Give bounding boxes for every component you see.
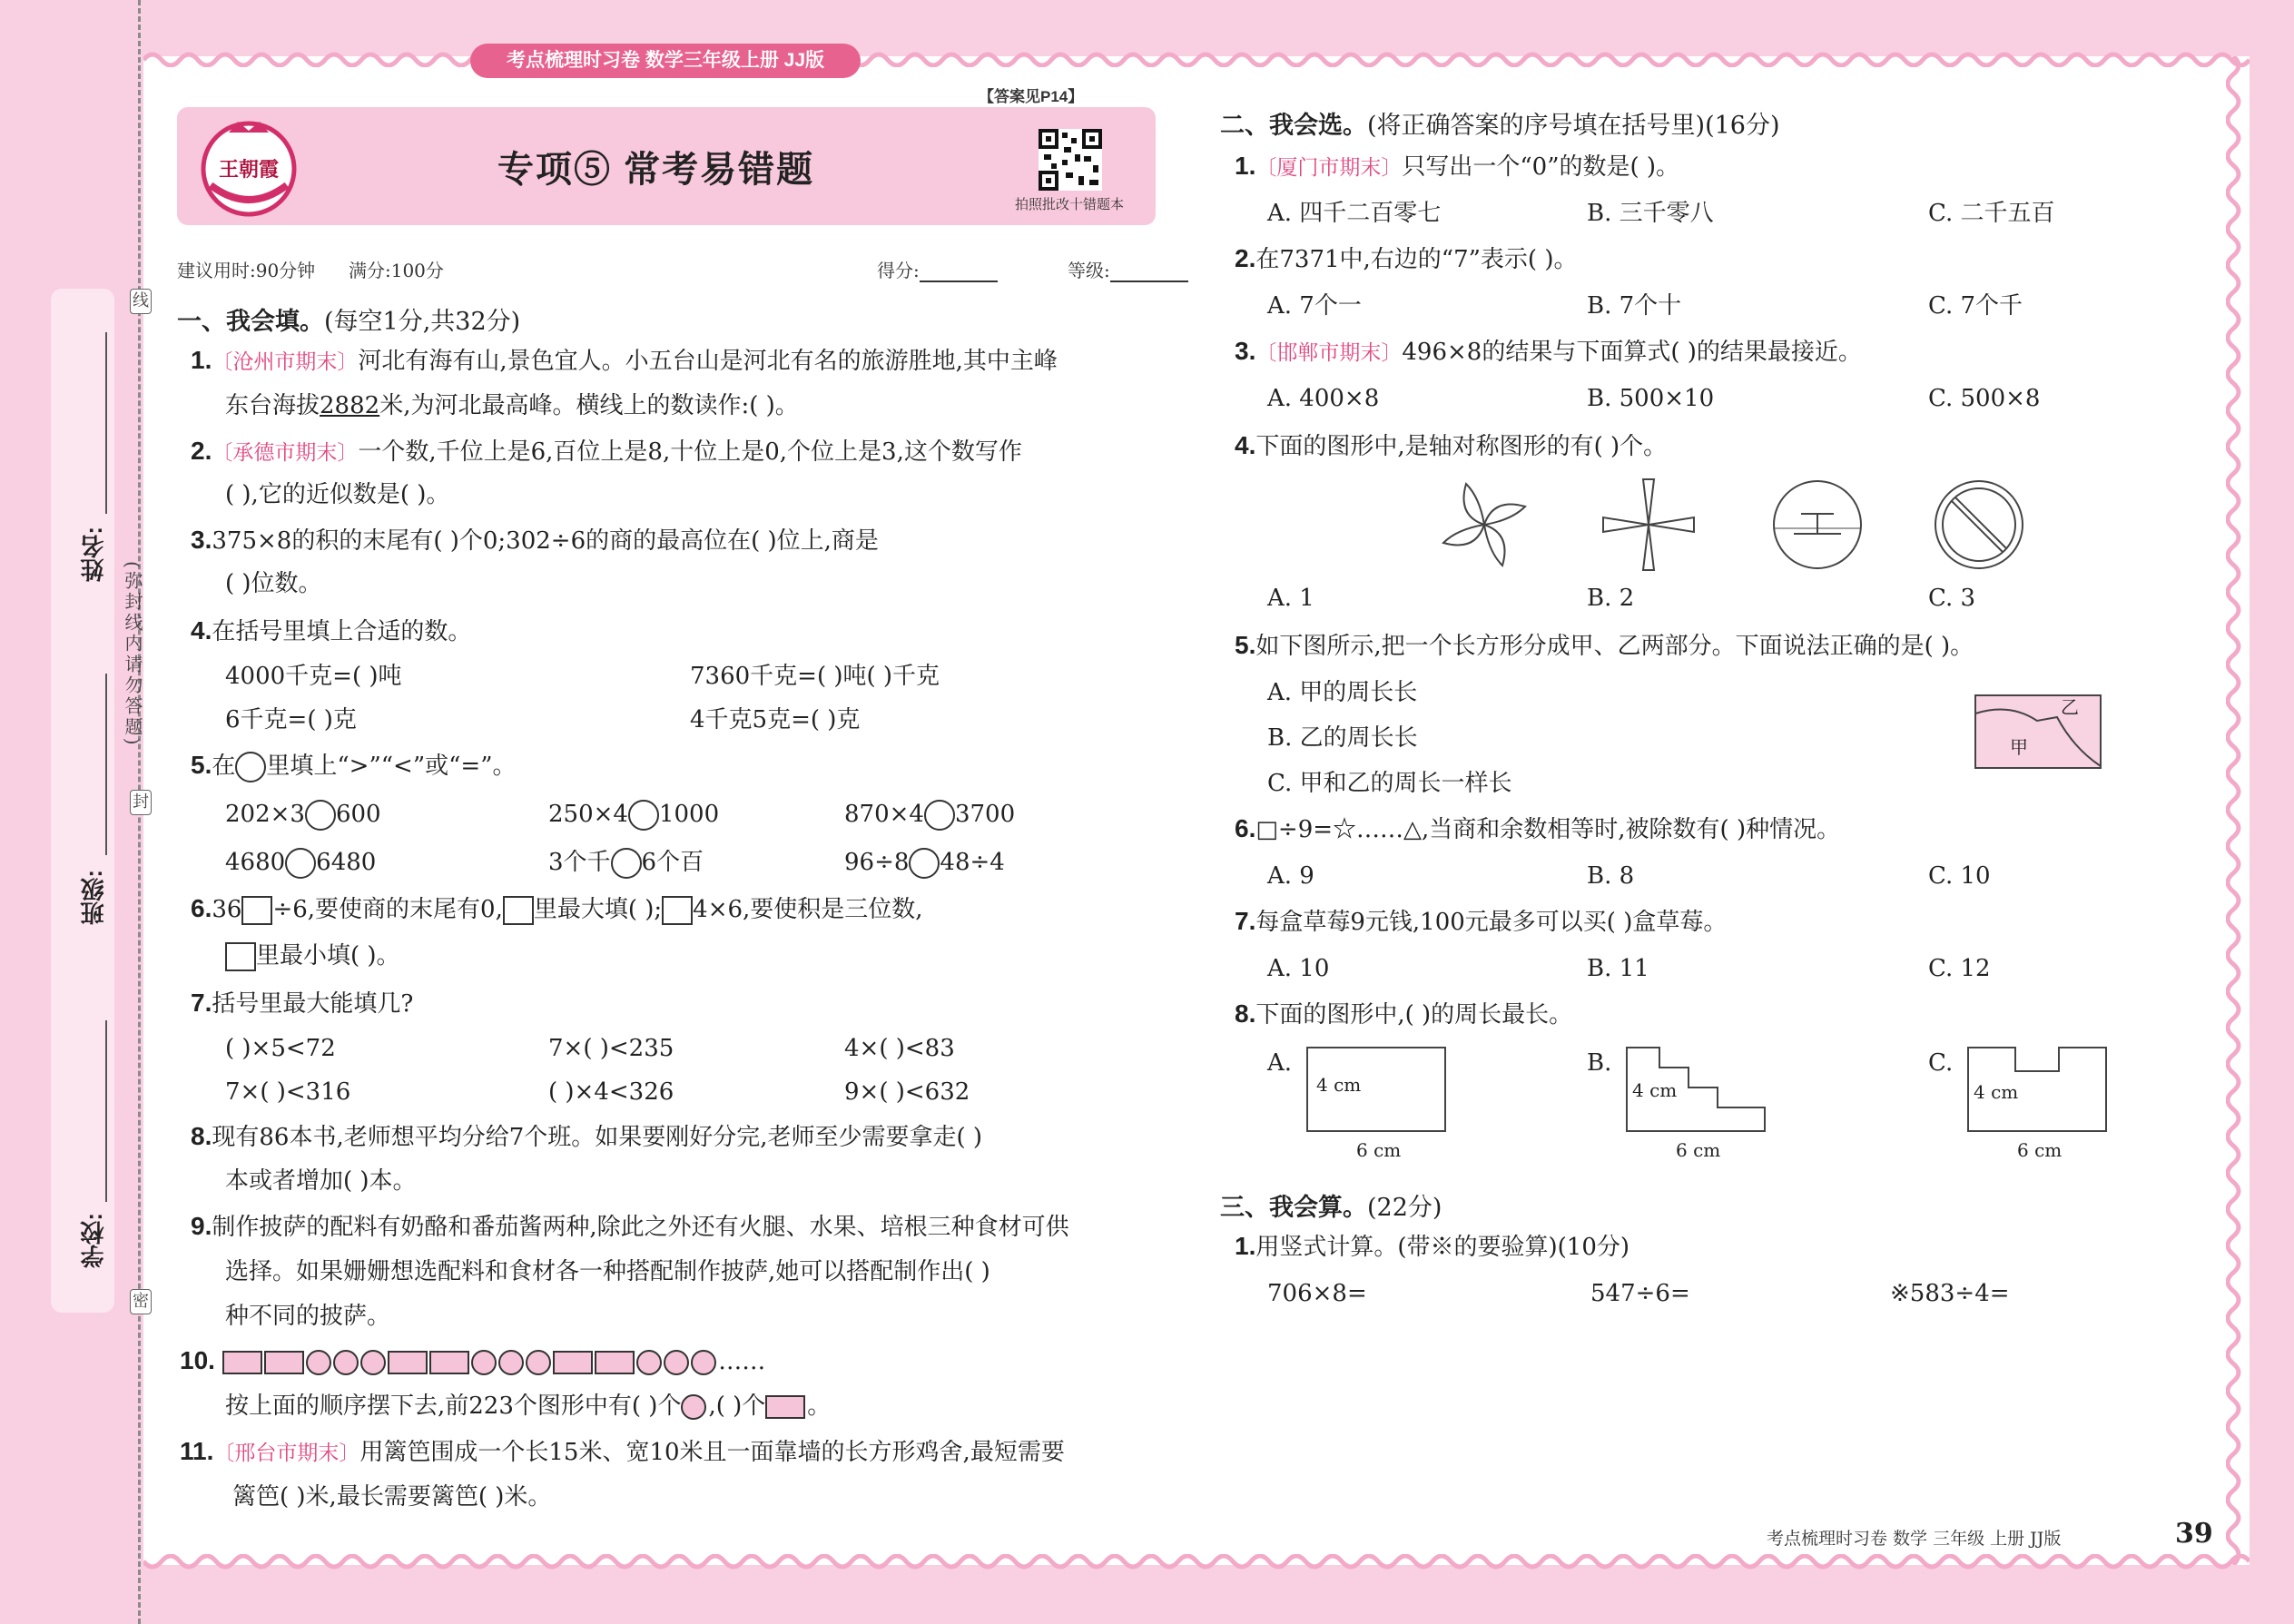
class-label: 班级: (80, 870, 107, 925)
c7-question[interactable]: 7.每盒草莓9元钱,100元最多可以买( )盒草莓。 (1235, 907, 1728, 936)
c3-option-a[interactable]: A. 400×8 (1267, 385, 1380, 412)
c8-question[interactable]: 8.下面的图形中,( )的周长最长。 (1235, 999, 1573, 1029)
q8-line2[interactable]: 本或者增加( )本。 (225, 1167, 417, 1195)
score-label: 得分: (877, 260, 920, 281)
circle-gong-figure (1774, 481, 1861, 568)
q5-line1: 5.在 里填上“>”“<”或“=”。 (191, 752, 516, 782)
pink-rectangle-icon (595, 1351, 635, 1374)
svg-text:4 cm: 4 cm (1632, 1079, 1678, 1101)
part-a-label: 甲 (2010, 736, 2028, 758)
d1-item-3[interactable]: ※583÷4= (1890, 1280, 2010, 1307)
section-3-heading: 三、我会算。(22分) (1220, 1194, 1442, 1222)
c5-option-a[interactable]: A. 甲的周长长 (1267, 679, 1418, 706)
c8-shape-c (1964, 1044, 2110, 1162)
section-2-heading: 二、我会选。(将正确答案的序号填在括号里)(16分) (1220, 112, 1780, 140)
pink-circle-icon (306, 1350, 331, 1375)
c2-question[interactable]: 2.在7371中,右边的“7”表示( )。 (1235, 244, 1578, 273)
name-field[interactable] (105, 332, 107, 514)
cut-mark-seal: 封 (130, 790, 152, 815)
q9-line1: 9.制作披萨的配料有奶酪和番茄酱两种,除此之外还有火腿、水果、培根三种食材可供 (191, 1212, 1069, 1241)
c6-option-b[interactable]: B. 8 (1587, 862, 1635, 890)
name-label: 姓名: (80, 527, 107, 582)
pink-circle-icon (333, 1350, 359, 1375)
svg-text:4 cm: 4 cm (1974, 1081, 2019, 1103)
svg-text:6 cm: 6 cm (2017, 1139, 2063, 1161)
q1-line1: 1.〔沧州市期末〕河北有海有山,景色宜人。小五台山是河北有名的旅游胜地,其中主峰 (191, 346, 1058, 375)
c4-option-c[interactable]: C. 3 (1928, 585, 1976, 612)
q7-line1: 7.括号里最大能填几? (191, 989, 414, 1018)
q10-line1: 10. …… (180, 1346, 766, 1375)
wavy-border-top (143, 44, 2250, 67)
pink-rectangle-icon (264, 1351, 304, 1374)
wavy-border-bottom (143, 1554, 2250, 1578)
c1-option-c[interactable]: C. 二千五百 (1928, 200, 2055, 227)
q4-item-a[interactable]: 4000千克=( )吨 (225, 663, 402, 690)
no-sign-figure (1935, 481, 2023, 568)
qr-caption: 拍照批改十错题本 (1015, 197, 1125, 212)
cut-mark-line: 线 (130, 289, 152, 314)
q2-line2[interactable]: ( ),它的近似数是( )。 (225, 481, 450, 508)
cross-figure (1603, 479, 1694, 570)
wavy-border-right (2226, 56, 2250, 1565)
page-title: 专项⑤ 常考易错题 (497, 150, 815, 190)
q4-line1: 4.在括号里填上合适的数。 (191, 616, 472, 645)
c5-option-b[interactable]: B. 乙的周长长 (1267, 724, 1418, 752)
d1-item-1[interactable]: 706×8= (1267, 1280, 1367, 1307)
q8-line1[interactable]: 8.现有86本书,老师想平均分给7个班。如果要刚好分完,老师至少需要拿走( ) (191, 1122, 983, 1151)
c1-question[interactable]: 1.〔厦门市期末〕只写出一个“0”的数是( )。 (1235, 152, 1680, 181)
c3-question[interactable]: 3.〔邯郸市期末〕496×8的结果与下面算式( )的结果最接近。 (1235, 337, 1862, 366)
d1-item-2[interactable]: 547÷6= (1590, 1280, 1690, 1307)
pink-circle-icon (360, 1350, 386, 1375)
c4-option-a[interactable]: A. 1 (1267, 585, 1314, 612)
q7-item-2[interactable]: 7×( )<235 (548, 1035, 674, 1062)
q10-line2[interactable]: 按上面的顺序摆下去,前223个图形中有( )个 ,( )个 。 (225, 1393, 832, 1420)
q11-line1: 11.〔邢台市期末〕用篱笆围成一个长15米、宽10米且一面靠墙的长方形鸡舍,最短需要 (180, 1437, 1065, 1466)
c8-option-c[interactable]: C. (1928, 1049, 1954, 1077)
c3-option-b[interactable]: B. 500×10 (1587, 385, 1715, 412)
c3-option-c[interactable]: C. 500×8 (1928, 385, 2041, 412)
pink-rectangle-icon (553, 1351, 593, 1374)
paper-sheet (143, 56, 2250, 1565)
answer-reference: 【答案见P14】 (979, 88, 1084, 105)
digit-box-icon (241, 896, 272, 925)
c5-rectangle-figure (1974, 694, 2102, 770)
q1-line2[interactable]: 东台海拔2882米,为河北最高峰。横线上的数读作:( )。 (225, 392, 799, 419)
series-banner: 考点梳理时习卷 数学三年级上册 JJ版 (470, 44, 861, 78)
c8-shape-a (1304, 1044, 1449, 1162)
grade-blank[interactable] (1110, 261, 1188, 282)
q5-item-5[interactable]: 3个千 6个百 (548, 848, 704, 879)
pink-circle-icon (471, 1350, 497, 1375)
q4-item-b[interactable]: 7360千克=( )吨( )千克 (690, 663, 940, 690)
q6-line2[interactable]: 里最小填( )。 (225, 942, 400, 971)
shape-pattern-sequence (222, 1348, 718, 1375)
pink-circle-icon (681, 1394, 706, 1420)
part-b-label: 乙 (2061, 696, 2079, 718)
d1-instruction: 1.用竖式计算。(带※的要验算)(10分) (1235, 1232, 1630, 1261)
q9-line3: 种不同的披萨。 (225, 1303, 391, 1330)
c2-option-a[interactable]: A. 7个一 (1267, 292, 1362, 320)
compare-circle-icon (235, 752, 266, 782)
c4-question[interactable]: 4.下面的图形中,是轴对称图形的有( )个。 (1235, 431, 1668, 460)
cut-mark-secret: 密 (130, 1289, 152, 1314)
q6-line1[interactable]: 6.36 ÷6,要使商的末尾有0, 里最大填( ); 4×6,要使积是三位数, (191, 894, 923, 923)
pink-circle-icon (636, 1350, 662, 1375)
c6-question[interactable]: 6.□÷9=☆……△,当商和余数相等时,被除数有( )种情况。 (1235, 814, 1841, 843)
seal-line-note: (弥封线内请勿答题) (122, 561, 143, 748)
publisher-logo (194, 113, 303, 220)
c8-option-b[interactable]: B. (1587, 1049, 1612, 1077)
c5-option-c[interactable]: C. 甲和乙的周长一样长 (1267, 770, 1512, 797)
school-field[interactable] (105, 1020, 107, 1202)
score-field[interactable] (877, 256, 998, 282)
q5-item-3[interactable]: 870×4 3700 (844, 800, 1015, 831)
q5-item-6[interactable]: 96÷8 48÷4 (844, 848, 1005, 879)
c1-option-b[interactable]: B. 三千零八 (1587, 200, 1714, 227)
q7-item-1[interactable]: ( )×5<72 (225, 1035, 336, 1062)
svg-text:6 cm: 6 cm (1356, 1139, 1402, 1161)
c2-option-c[interactable]: C. 7个千 (1928, 292, 2023, 320)
qr-code-icon[interactable] (1039, 129, 1102, 191)
q7-item-6[interactable]: 9×( )<632 (844, 1078, 970, 1106)
suggested-time: 建议用时:90分钟 (177, 260, 316, 281)
pinwheel-figure (1443, 484, 1525, 566)
pink-rectangle-icon (765, 1395, 805, 1419)
c5-question[interactable]: 5.如下图所示,把一个长方形分成甲、乙两部分。下面说法正确的是( )。 (1235, 631, 1974, 660)
q9-line2[interactable]: 选择。如果姗姗想选配料和食材各一种搭配制作披萨,她可以搭配制作出( ) (225, 1258, 990, 1285)
pink-circle-icon (498, 1350, 524, 1375)
c4-option-b[interactable]: B. 2 (1587, 585, 1635, 612)
q7-item-4[interactable]: 7×( )<316 (225, 1078, 351, 1106)
class-field[interactable] (105, 674, 107, 855)
pink-rectangle-icon (222, 1351, 262, 1374)
score-blank[interactable] (920, 261, 998, 282)
pink-rectangle-icon (388, 1351, 428, 1374)
grade-label: 等级: (1068, 260, 1110, 281)
c7-option-a[interactable]: A. 10 (1267, 955, 1330, 982)
pink-circle-icon (664, 1350, 689, 1375)
q3-line2[interactable]: ( )位数。 (225, 570, 322, 597)
q5-item-1[interactable]: 202×3 600 (225, 800, 381, 831)
q7-item-5[interactable]: ( )×4<326 (548, 1078, 674, 1106)
logo-text: 王朝霞 (218, 158, 280, 182)
q3-line1[interactable]: 3.375×8的积的末尾有( )个0;302÷6的商的最高位在( )位上,商是 (191, 526, 879, 555)
page-number: 39 (2175, 1518, 2213, 1550)
c7-option-c[interactable]: C. 12 (1928, 955, 1991, 982)
footer-series: 考点梳理时习卷 数学 三年级 上册 JJ版 (1767, 1529, 2062, 1549)
c7-option-b[interactable]: B. 11 (1587, 955, 1649, 982)
svg-text:4 cm: 4 cm (1316, 1074, 1362, 1096)
section-1-heading: 一、我会填。(每空1分,共32分) (177, 308, 521, 336)
q2-line1: 2.〔承德市期末〕一个数,千位上是6,百位上是8,十位上是0,个位上是3,这个数写作 (191, 437, 1022, 466)
c6-option-c[interactable]: C. 10 (1928, 862, 1991, 890)
school-label: 学校: (80, 1213, 107, 1268)
pink-circle-icon (691, 1350, 716, 1375)
c4-figures (1434, 472, 2052, 581)
full-score: 满分:100分 (349, 260, 444, 281)
c1-option-a[interactable]: A. 四千二百零七 (1267, 200, 1442, 227)
q11-line2[interactable]: 篱笆( )米,最长需要篱笆( )米。 (232, 1483, 552, 1511)
c8-shape-b (1623, 1044, 1768, 1162)
pink-rectangle-icon (429, 1351, 469, 1374)
q7-item-3[interactable]: 4×( )<83 (844, 1035, 955, 1062)
svg-text:6 cm: 6 cm (1676, 1139, 1721, 1161)
c2-option-b[interactable]: B. 7个十 (1587, 292, 1682, 320)
c6-option-a[interactable]: A. 9 (1267, 862, 1314, 890)
q5-item-2[interactable]: 250×4 1000 (548, 800, 719, 831)
pink-circle-icon (526, 1350, 551, 1375)
c8-option-a[interactable]: A. (1267, 1049, 1293, 1077)
q4-item-d[interactable]: 4千克5克=( )克 (690, 706, 861, 733)
grade-field[interactable] (1068, 256, 1188, 282)
q4-item-c[interactable]: 6千克=( )克 (225, 706, 357, 733)
q5-item-4[interactable]: 4680 6480 (225, 848, 376, 879)
